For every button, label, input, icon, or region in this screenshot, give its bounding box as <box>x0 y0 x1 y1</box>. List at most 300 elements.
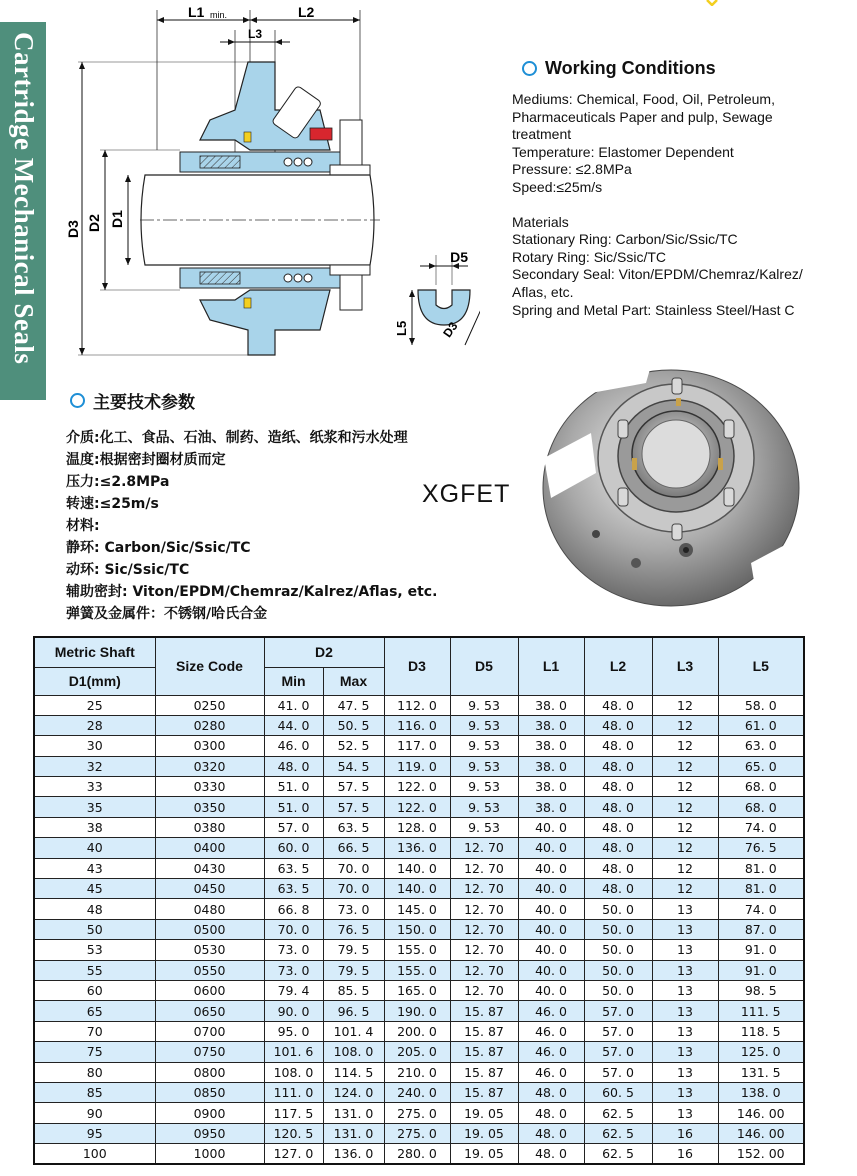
cell-l3: 16 <box>652 1144 718 1164</box>
cell-d5: 15. 87 <box>450 1042 518 1062</box>
cell-l1: 40. 0 <box>518 960 584 980</box>
cell-l3: 12 <box>652 715 718 735</box>
table-row <box>34 817 804 837</box>
table-row <box>34 1042 804 1062</box>
cell-d5: 12. 70 <box>450 879 518 899</box>
cell-d1: 30 <box>34 736 155 756</box>
cn-line: 弹簧及金属件：不锈钢/哈氏合金 <box>66 606 268 622</box>
cell-l1: 40. 0 <box>518 858 584 878</box>
spec-table <box>33 636 805 1165</box>
materials-line: Materials <box>512 213 569 230</box>
cell-d3: 205. 0 <box>384 1042 450 1062</box>
cell-d2-max: 57. 5 <box>323 777 384 797</box>
cell-l3: 13 <box>652 919 718 939</box>
cell-size-code: 0750 <box>155 1042 264 1062</box>
cell-l5: 98. 5 <box>718 980 804 1000</box>
cn-line: 辅助密封: Viton/EPDM/Chemraz/Kalrez/Aflas, etc. <box>66 584 438 600</box>
cell-d2-min: 63. 5 <box>264 879 323 899</box>
cell-l5: 68. 0 <box>718 777 804 797</box>
cell-d2-max: 96. 5 <box>323 1001 384 1021</box>
wc-line: Mediums: Chemical, Food, Oil, Petroleum, <box>512 91 775 107</box>
cell-l1: 48. 0 <box>518 1082 584 1102</box>
cell-d1: 25 <box>34 695 155 715</box>
table-row <box>34 899 804 919</box>
cn-line: 介质:化工、食品、石油、制药、造纸、纸浆和污水处理 <box>66 430 408 446</box>
cell-l1: 46. 0 <box>518 1042 584 1062</box>
header-d5: D5 <box>450 637 518 695</box>
cell-l3: 12 <box>652 817 718 837</box>
cell-l2: 60. 5 <box>584 1082 652 1102</box>
cell-l3: 12 <box>652 736 718 756</box>
cell-l2: 48. 0 <box>584 817 652 837</box>
wc-line: Speed:≤25m/s <box>512 178 603 195</box>
cell-l5: 63. 0 <box>718 736 804 756</box>
cell-d3: 136. 0 <box>384 838 450 858</box>
cell-l5: 81. 0 <box>718 858 804 878</box>
cell-l3: 12 <box>652 879 718 899</box>
cell-d5: 9. 53 <box>450 695 518 715</box>
cell-size-code: 0900 <box>155 1103 264 1123</box>
cell-d1: 48 <box>34 899 155 919</box>
cell-l3: 13 <box>652 899 718 919</box>
cell-l3: 13 <box>652 1042 718 1062</box>
cell-l2: 48. 0 <box>584 858 652 878</box>
cell-d2-min: 95. 0 <box>264 1021 323 1041</box>
cell-d2-max: 124. 0 <box>323 1082 384 1102</box>
cell-d5: 12. 70 <box>450 838 518 858</box>
cell-l5: 146. 00 <box>718 1123 804 1143</box>
cell-d2-max: 57. 5 <box>323 797 384 817</box>
cell-l1: 40. 0 <box>518 980 584 1000</box>
cell-d5: 19. 05 <box>450 1103 518 1123</box>
cell-d2-min: 57. 0 <box>264 817 323 837</box>
dim-l3: L3 <box>248 27 263 41</box>
cell-d5: 9. 53 <box>450 797 518 817</box>
cell-d3: 119. 0 <box>384 756 450 776</box>
cell-l2: 50. 0 <box>584 919 652 939</box>
table-row <box>34 858 804 878</box>
cell-size-code: 0330 <box>155 777 264 797</box>
cell-l1: 40. 0 <box>518 817 584 837</box>
cell-d2-min: 51. 0 <box>264 797 323 817</box>
header-l1: L1 <box>518 637 584 695</box>
cell-size-code: 0500 <box>155 919 264 939</box>
cell-d1: 95 <box>34 1123 155 1143</box>
table-row <box>34 1082 804 1102</box>
cell-size-code: 0850 <box>155 1082 264 1102</box>
cell-d2-min: 60. 0 <box>264 838 323 858</box>
table-row <box>34 1001 804 1021</box>
materials-line: Secondary Seal: Viton/EPDM/Chemraz/Kalrez/ <box>512 266 803 283</box>
cell-size-code: 0430 <box>155 858 264 878</box>
table-row <box>34 695 804 715</box>
dim-l2: L2 <box>298 4 315 20</box>
cell-d2-min: 79. 4 <box>264 980 323 1000</box>
cell-l2: 48. 0 <box>584 838 652 858</box>
cell-d5: 9. 53 <box>450 715 518 735</box>
cell-d3: 155. 0 <box>384 960 450 980</box>
cell-l1: 38. 0 <box>518 756 584 776</box>
header-l3: L3 <box>652 637 718 695</box>
cell-d2-min: 120. 5 <box>264 1123 323 1143</box>
materials-line: Spring and Metal Part: Stainless Steel/Hast C <box>512 301 795 318</box>
cell-d5: 9. 53 <box>450 777 518 797</box>
cell-size-code: 0650 <box>155 1001 264 1021</box>
cell-d3: 140. 0 <box>384 858 450 878</box>
cell-d2-max: 70. 0 <box>323 858 384 878</box>
wc-line: Temperature: Elastomer Dependent <box>512 143 734 160</box>
cell-l5: 76. 5 <box>718 838 804 858</box>
cell-l3: 12 <box>652 838 718 858</box>
cell-l2: 57. 0 <box>584 1062 652 1082</box>
cell-l2: 48. 0 <box>584 756 652 776</box>
cell-size-code: 0250 <box>155 695 264 715</box>
cell-size-code: 0530 <box>155 940 264 960</box>
cell-d2-min: 117. 5 <box>264 1103 323 1123</box>
cell-d3: 128. 0 <box>384 817 450 837</box>
dim-l1-suffix: min. <box>210 10 228 20</box>
header-d2-min: Min <box>264 667 323 695</box>
cell-d2-max: 108. 0 <box>323 1042 384 1062</box>
cell-d5: 12. 70 <box>450 919 518 939</box>
cell-l5: 91. 0 <box>718 960 804 980</box>
circle-bullet-icon <box>70 393 85 408</box>
cell-d2-min: 41. 0 <box>264 695 323 715</box>
header-d1-mm: D1(mm) <box>34 667 155 695</box>
cell-d2-max: 66. 5 <box>323 838 384 858</box>
dim-d5: D5 <box>450 249 468 265</box>
wc-line: treatment <box>512 126 572 143</box>
cell-d2-max: 52. 5 <box>323 736 384 756</box>
cell-l1: 38. 0 <box>518 777 584 797</box>
cell-l2: 57. 0 <box>584 1021 652 1041</box>
cell-size-code: 0280 <box>155 715 264 735</box>
cell-d3: 275. 0 <box>384 1123 450 1143</box>
cell-l2: 48. 0 <box>584 736 652 756</box>
cell-d3: 122. 0 <box>384 797 450 817</box>
cell-d5: 19. 05 <box>450 1144 518 1164</box>
cell-size-code: 0400 <box>155 838 264 858</box>
cell-d5: 9. 53 <box>450 756 518 776</box>
cell-d3: 190. 0 <box>384 1001 450 1021</box>
cell-l1: 40. 0 <box>518 838 584 858</box>
cell-d5: 15. 87 <box>450 1062 518 1082</box>
table-row <box>34 980 804 1000</box>
cell-d1: 28 <box>34 715 155 735</box>
header-metric-shaft: Metric Shaft <box>34 637 155 667</box>
cell-l1: 38. 0 <box>518 797 584 817</box>
cell-l5: 65. 0 <box>718 756 804 776</box>
cell-l5: 61. 0 <box>718 715 804 735</box>
cell-l1: 40. 0 <box>518 899 584 919</box>
cell-d5: 15. 87 <box>450 1001 518 1021</box>
table-row <box>34 756 804 776</box>
cell-d1: 80 <box>34 1062 155 1082</box>
cn-line: 温度:根据密封圈材质而定 <box>66 452 226 468</box>
materials-line: Aflas, etc. <box>512 283 574 300</box>
cell-d5: 12. 70 <box>450 899 518 919</box>
cell-d3: 145. 0 <box>384 899 450 919</box>
cell-d3: 150. 0 <box>384 919 450 939</box>
dim-d2: D2 <box>86 214 102 232</box>
cell-l3: 13 <box>652 980 718 1000</box>
cn-line: 材料: <box>66 518 100 534</box>
cell-l5: 138. 0 <box>718 1082 804 1102</box>
cell-l1: 40. 0 <box>518 940 584 960</box>
cell-d2-max: 50. 5 <box>323 715 384 735</box>
cell-l5: 68. 0 <box>718 797 804 817</box>
cell-l2: 48. 0 <box>584 797 652 817</box>
cell-d1: 100 <box>34 1144 155 1164</box>
cell-size-code: 0800 <box>155 1062 264 1082</box>
cell-d3: 165. 0 <box>384 980 450 1000</box>
table-row <box>34 777 804 797</box>
cell-l1: 38. 0 <box>518 695 584 715</box>
cell-d3: 240. 0 <box>384 1082 450 1102</box>
cell-d5: 19. 05 <box>450 1123 518 1143</box>
cell-d1: 53 <box>34 940 155 960</box>
materials-line: Rotary Ring: Sic/Ssic/TC <box>512 248 667 265</box>
cell-l5: 146. 00 <box>718 1103 804 1123</box>
cell-d2-max: 76. 5 <box>323 919 384 939</box>
dim-d3: D3 <box>65 220 81 238</box>
table-row <box>34 940 804 960</box>
chinese-parameters-heading <box>70 388 526 413</box>
cell-d1: 50 <box>34 919 155 939</box>
cell-l5: 111. 5 <box>718 1001 804 1021</box>
cell-d3: 140. 0 <box>384 879 450 899</box>
wc-line: Pharmaceuticals Paper and pulp, Sewage <box>512 108 773 125</box>
cell-d2-min: 66. 8 <box>264 899 323 919</box>
cell-d2-max: 85. 5 <box>323 980 384 1000</box>
header-l5: L5 <box>718 637 804 695</box>
cell-l5: 58. 0 <box>718 695 804 715</box>
cell-d1: 55 <box>34 960 155 980</box>
cell-size-code: 0700 <box>155 1021 264 1041</box>
cell-d5: 12. 70 <box>450 940 518 960</box>
cell-d5: 12. 70 <box>450 980 518 1000</box>
table-row <box>34 715 804 735</box>
cell-l2: 48. 0 <box>584 879 652 899</box>
cell-l1: 40. 0 <box>518 879 584 899</box>
cell-d5: 15. 87 <box>450 1082 518 1102</box>
dim-l5: L5 <box>394 320 409 336</box>
cell-l5: 131. 5 <box>718 1062 804 1082</box>
header-l2: L2 <box>584 637 652 695</box>
table-row <box>34 919 804 939</box>
dim-d1: D1 <box>109 210 125 228</box>
cell-d1: 45 <box>34 879 155 899</box>
cell-l3: 13 <box>652 1082 718 1102</box>
cell-size-code: 0320 <box>155 756 264 776</box>
cell-d1: 75 <box>34 1042 155 1062</box>
cell-d3: 155. 0 <box>384 940 450 960</box>
cell-d3: 116. 0 <box>384 715 450 735</box>
cell-l2: 48. 0 <box>584 777 652 797</box>
cell-d2-min: 111. 0 <box>264 1082 323 1102</box>
working-conditions-heading <box>522 58 857 79</box>
cell-l2: 62. 5 <box>584 1123 652 1143</box>
cell-d2-max: 131. 0 <box>323 1103 384 1123</box>
cell-l3: 12 <box>652 695 718 715</box>
cell-l1: 38. 0 <box>518 715 584 735</box>
materials-line: Stationary Ring: Carbon/Sic/Ssic/TC <box>512 231 738 248</box>
cell-size-code: 0950 <box>155 1123 264 1143</box>
wc-line: Pressure: ≤2.8MPa <box>512 161 632 178</box>
cell-d2-min: 73. 0 <box>264 960 323 980</box>
cell-d2-min: 90. 0 <box>264 1001 323 1021</box>
header-d2: D2 <box>264 637 384 667</box>
cell-d1: 60 <box>34 980 155 1000</box>
cell-l2: 57. 0 <box>584 1001 652 1021</box>
side-banner <box>0 22 46 400</box>
cell-l3: 13 <box>652 940 718 960</box>
cell-l1: 46. 0 <box>518 1021 584 1041</box>
cell-d3: 200. 0 <box>384 1021 450 1041</box>
cell-l2: 48. 0 <box>584 715 652 735</box>
cell-d3: 210. 0 <box>384 1062 450 1082</box>
cell-size-code: 0550 <box>155 960 264 980</box>
cell-l3: 12 <box>652 797 718 817</box>
cell-d5: 12. 70 <box>450 960 518 980</box>
cell-d2-max: 63. 5 <box>323 817 384 837</box>
cell-d2-min: 108. 0 <box>264 1062 323 1082</box>
cell-d1: 38 <box>34 817 155 837</box>
cell-d2-max: 54. 5 <box>323 756 384 776</box>
cell-l1: 48. 0 <box>518 1103 584 1123</box>
cell-l5: 152. 00 <box>718 1144 804 1164</box>
cell-d3: 280. 0 <box>384 1144 450 1164</box>
cell-d2-max: 79. 5 <box>323 960 384 980</box>
cell-l5: 125. 0 <box>718 1042 804 1062</box>
cross-section-drawing <box>60 0 480 360</box>
cell-d2-min: 127. 0 <box>264 1144 323 1164</box>
cell-l1: 46. 0 <box>518 1001 584 1021</box>
cell-d2-min: 73. 0 <box>264 940 323 960</box>
cn-line: 转速:≤25m/s <box>66 496 159 512</box>
cell-d2-min: 48. 0 <box>264 756 323 776</box>
cell-l1: 48. 0 <box>518 1123 584 1143</box>
cell-l1: 38. 0 <box>518 736 584 756</box>
spec-table-body <box>34 695 804 1164</box>
cell-d2-max: 136. 0 <box>323 1144 384 1164</box>
table-row <box>34 879 804 899</box>
table-row <box>34 797 804 817</box>
cell-l3: 13 <box>652 1103 718 1123</box>
table-row <box>34 960 804 980</box>
cell-d2-max: 101. 4 <box>323 1021 384 1041</box>
cell-d1: 43 <box>34 858 155 878</box>
cell-size-code: 0480 <box>155 899 264 919</box>
cell-d1: 40 <box>34 838 155 858</box>
cell-l1: 40. 0 <box>518 919 584 939</box>
cell-size-code: 1000 <box>155 1144 264 1164</box>
banner-title: Cartridge Mechanical Seals <box>9 32 39 365</box>
cell-l1: 46. 0 <box>518 1062 584 1082</box>
cell-d2-max: 47. 5 <box>323 695 384 715</box>
cell-d1: 35 <box>34 797 155 817</box>
cell-d2-min: 46. 0 <box>264 736 323 756</box>
table-row <box>34 1103 804 1123</box>
cell-d1: 65 <box>34 1001 155 1021</box>
cell-size-code: 0450 <box>155 879 264 899</box>
cell-d3: 112. 0 <box>384 695 450 715</box>
cell-l3: 16 <box>652 1123 718 1143</box>
cell-size-code: 0350 <box>155 797 264 817</box>
cell-d3: 117. 0 <box>384 736 450 756</box>
cell-d2-max: 131. 0 <box>323 1123 384 1143</box>
cell-l3: 13 <box>652 1021 718 1041</box>
cell-d5: 9. 53 <box>450 817 518 837</box>
cell-l2: 48. 0 <box>584 695 652 715</box>
cell-l2: 50. 0 <box>584 940 652 960</box>
cell-l3: 12 <box>652 756 718 776</box>
cell-d2-max: 114. 5 <box>323 1062 384 1082</box>
cell-d3: 122. 0 <box>384 777 450 797</box>
header-d3: D3 <box>384 637 450 695</box>
cn-line: 压力:≤2.8MPa <box>66 474 170 490</box>
cell-l5: 91. 0 <box>718 940 804 960</box>
cell-d1: 70 <box>34 1021 155 1041</box>
table-row <box>34 1144 804 1164</box>
cell-l5: 74. 0 <box>718 899 804 919</box>
cell-l2: 50. 0 <box>584 980 652 1000</box>
table-row <box>34 838 804 858</box>
cell-d1: 32 <box>34 756 155 776</box>
cell-d5: 15. 87 <box>450 1021 518 1041</box>
cell-d2-max: 70. 0 <box>323 879 384 899</box>
cell-d2-min: 63. 5 <box>264 858 323 878</box>
circle-bullet-icon <box>522 61 537 76</box>
cell-l3: 12 <box>652 777 718 797</box>
cell-d2-max: 73. 0 <box>323 899 384 919</box>
corner-mark <box>706 0 718 6</box>
cell-d1: 33 <box>34 777 155 797</box>
working-conditions <box>512 58 857 319</box>
cell-l1: 48. 0 <box>518 1144 584 1164</box>
cell-l2: 62. 5 <box>584 1103 652 1123</box>
product-photo <box>536 338 806 620</box>
cell-l2: 50. 0 <box>584 960 652 980</box>
cell-d2-min: 70. 0 <box>264 919 323 939</box>
cell-l5: 81. 0 <box>718 879 804 899</box>
model-name: XGFET <box>422 480 511 508</box>
cell-l3: 13 <box>652 1001 718 1021</box>
cell-l5: 87. 0 <box>718 919 804 939</box>
header-size-code: Size Code <box>155 637 264 695</box>
cell-d2-min: 51. 0 <box>264 777 323 797</box>
working-conditions-title: Working Conditions <box>545 58 716 78</box>
cell-d3: 275. 0 <box>384 1103 450 1123</box>
chinese-parameters-title: 主要技术参数 <box>93 393 195 413</box>
cell-l5: 74. 0 <box>718 817 804 837</box>
cell-l5: 118. 5 <box>718 1021 804 1041</box>
cell-l2: 57. 0 <box>584 1042 652 1062</box>
cell-size-code: 0600 <box>155 980 264 1000</box>
cn-line: 静环: Carbon/Sic/Ssic/TC <box>66 540 251 556</box>
table-row <box>34 1062 804 1082</box>
cell-d5: 9. 53 <box>450 736 518 756</box>
cell-l3: 13 <box>652 960 718 980</box>
table-row <box>34 1021 804 1041</box>
table-row <box>34 736 804 756</box>
cn-line: 动环: Sic/Ssic/TC <box>66 562 190 578</box>
cell-d1: 85 <box>34 1082 155 1102</box>
cell-d2-min: 101. 6 <box>264 1042 323 1062</box>
cell-l2: 62. 5 <box>584 1144 652 1164</box>
dim-l1: L1 <box>188 4 205 20</box>
cell-d2-max: 79. 5 <box>323 940 384 960</box>
